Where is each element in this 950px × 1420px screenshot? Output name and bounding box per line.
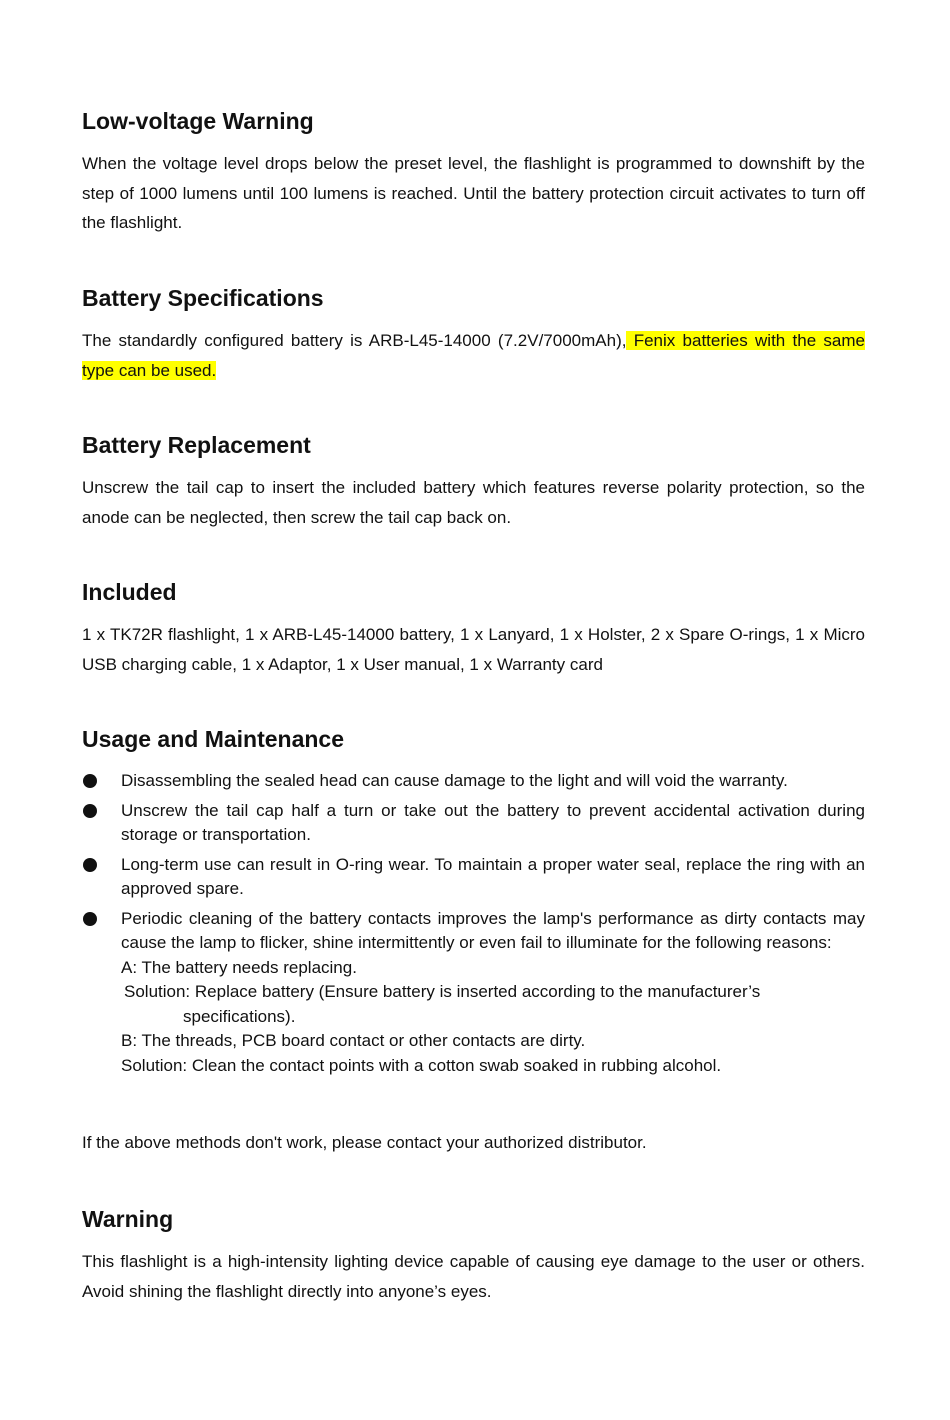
- section-paragraph: If the above methods don't work, please contact your authorized distributor.: [82, 1133, 647, 1152]
- warning-section: [82, 1204, 865, 1306]
- list-item: [82, 769, 865, 794]
- reason-a: A: The battery needs replacing.: [121, 957, 357, 977]
- solution-a-line1: Solution: Replace battery (Ensure battery is inserted according to the manufacturer’s: [124, 982, 761, 1001]
- section-heading: Battery Specifications: [82, 285, 324, 311]
- reason-b: B: The threads, PCB board contact or other contacts are dirty.: [121, 1031, 586, 1050]
- list-item: [82, 799, 865, 848]
- paragraph-text: The standardly configured battery is ARB-L45-14000 (7.2V/7000mAh),: [82, 331, 627, 350]
- list-item-text: Unscrew the tail cap half a turn or take out the battery to prevent accidental activation during storage or transportation.: [121, 800, 865, 844]
- battery-specifications-section: [82, 283, 865, 385]
- section-paragraph: 1 x TK72R flashlight, 1 x ARB-L45-14000 battery, 1 x Lanyard, 1 x Holster, 2 x Spare O-rings, 1 x Micro USB charging cable, 1 x Adaptor, 1 x User manual, 1 x Warranty card: [82, 625, 865, 674]
- section-paragraph: When the voltage level drops below the preset level, the flashlight is programmed to downshift by the step of 1000 lumens until 100 lumens is reached. Until the battery protection circuit activates to turn off the flashlight.: [82, 154, 865, 232]
- bullet-icon: [83, 858, 97, 872]
- section-heading: Usage and Maintenance: [82, 726, 345, 752]
- section-heading: Low-voltage Warning: [82, 108, 314, 134]
- usage-maintenance-section: [82, 724, 865, 1078]
- list-item: [82, 853, 865, 902]
- bullet-icon: [83, 912, 97, 926]
- usage-footer-note: [82, 1128, 865, 1158]
- list-item-text: Disassembling the sealed head can cause damage to the light and will void the warranty.: [121, 771, 788, 790]
- list-item: [82, 907, 865, 1079]
- included-section: [82, 577, 865, 679]
- bullet-icon: [83, 774, 97, 788]
- bullet-icon: [83, 804, 97, 818]
- solution-b: Solution: Clean the contact points with a cotton swab soaked in rubbing alcohol.: [121, 1055, 722, 1075]
- solution-a: [121, 980, 865, 1029]
- section-heading: Battery Replacement: [82, 432, 311, 458]
- section-paragraph: [82, 326, 865, 385]
- section-heading: Included: [82, 579, 177, 605]
- solution-a-line2: specifications).: [183, 1006, 296, 1026]
- highlighted-text: Fenix batteries with the same type can be used.: [82, 331, 865, 380]
- battery-replacement-section: [82, 430, 865, 532]
- section-paragraph: Unscrew the tail cap to insert the included battery which features reverse polarity protection, so the anode can be neglected, then screw the tail cap back on.: [82, 478, 865, 527]
- list-item-text: Periodic cleaning of the battery contacts improves the lamp's performance as dirty contacts may cause the lamp to flicker, shine intermittently or even fail to illuminate for the following reasons:: [121, 908, 865, 952]
- section-heading: Warning: [82, 1206, 174, 1232]
- low-voltage-section: [82, 106, 865, 238]
- bullet-list: [82, 769, 865, 1078]
- list-item-text: Long-term use can result in O-ring wear. To maintain a proper water seal, replace the ring with an approved spare.: [121, 854, 865, 898]
- section-paragraph: This flashlight is a high-intensity lighting device capable of causing eye damage to the user or others. Avoid shining the flashlight directly into anyone’s eyes.: [82, 1252, 865, 1301]
